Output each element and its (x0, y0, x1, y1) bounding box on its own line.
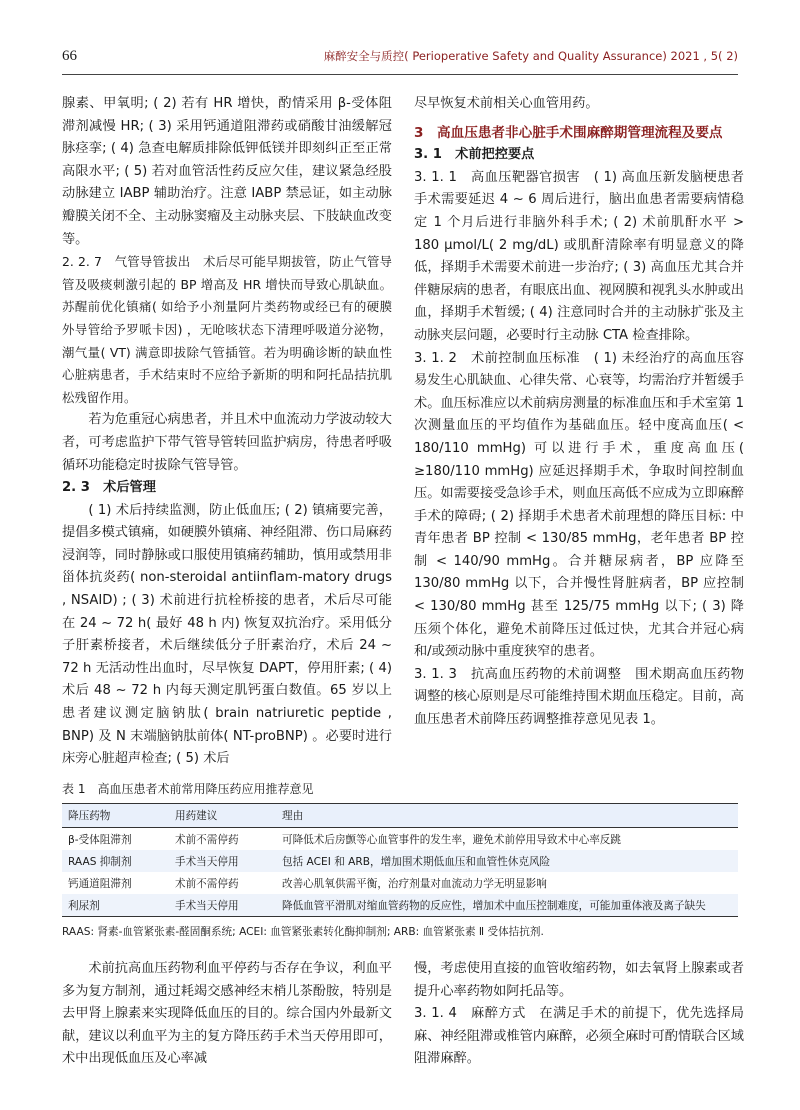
section-heading-3-1: 3. 1 术前把控要点 (414, 147, 535, 163)
left-column-top (62, 93, 392, 771)
section-3-1-3: 3. 1. 3 抗高血压药物的术前调整 围术期高血压药物调整的核心原则是尽可能维持围术期血压稳定。目前，高血压患者术前降压药调整推荐意见见表 1。 (414, 666, 744, 728)
paragraph: 尽早恢复术前相关心血管用药。 (414, 96, 599, 111)
table-cell: 术前不需停药 (175, 877, 239, 890)
table-row (62, 828, 738, 851)
paragraph: 慢，考虑使用直接的血管收缩药物，如去氧肾上腺素或者提升心率药物如阿托品等。 (414, 961, 744, 999)
section-heading-3: 3 高血压患者非心脏手术围麻醉期管理流程及要点 (414, 124, 723, 141)
right-column-bottom (414, 958, 744, 1071)
recommendation-table (62, 803, 738, 917)
journal-title: 麻醉安全与质控( Perioperative Safety and Quality Assurance) 2021 , 5( 2) (323, 49, 738, 63)
page-number: 66 (62, 48, 77, 64)
table-cell: 包括 ACEI 和 ARB，增加围术期低血压和血管性休克风险 (282, 855, 551, 868)
table-cell: 手术当天停用 (169, 894, 276, 917)
section-3-1-4: 3. 1. 4 麻醉方式 在满足手术的前提下，优先选择局麻、神经阻滞或椎管内麻醉，必须全麻时可酌情联合区域阻滞麻醉。 (414, 1006, 744, 1067)
table-cell: β-受体阻滞剂 (68, 833, 132, 846)
table-cell: 改善心肌氧供需平衡，治疗剂量对血流动力学无明显影响 (282, 877, 547, 890)
table-1 (62, 780, 738, 939)
section-3-1-1: 3. 1. 1 高血压靶器官损害 ( 1) 高血压新发脑梗患者手术需要延迟 4 ~ 6 周后进行，脑出血患者需要病情稳定 1 个月后进行非脑外科手术; ( 2) 术前肌酐水平 > 180 μmol/L( 2 mg/dL) 或肌酐清除率有明显意义的降低，择期手术需要术前进一步治疗; ( 3) 高血压尤其合并伴糖尿病的患者，有眼底出血、视网膜和视乳头水肿或出血，择期手术暂缓; ( 4) 注意同时合并的主动脉扩张及主动脉夹层问题，必要时行主动脉 CTA 检查排除。 (414, 169, 744, 343)
paragraph: 术前抗高血压药物利血平停药与否存在争议，利血平多为复方制剂，通过耗竭交感神经末梢儿茶酚胺，特别是去甲肾上腺素来实现降低血压的目的。综合国内外最新文献，建议以利血平为主的复方降压药手术当天停用即可，术中出现低血压及心率减 (62, 961, 392, 1067)
table-row (62, 872, 738, 894)
paragraph: 腺素、甲氧明; ( 2) 若有 HR 增快，酌情采用 β-受体阻滞剂减慢 HR; ( 3) 采用钙通道阻滞药或硝酸甘油缓解冠脉痉挛; ( 4) 急查电解质排除低钾低镁并即刻纠正至正常高限水平; ( 5) 若对血管活性药反应欠佳，建议紧急经股动脉建立 IABP 辅助治疗。注意 IABP 禁忌证，如主动脉瓣膜关闭不全、主动脉窦瘤及主动脉夹层、下肢缺血改变等。 (62, 96, 392, 247)
column-header: 用药建议 (169, 804, 276, 828)
section-2-2-7: 2. 2. 7 气管导管拔出 术后尽可能早期拔管，防止气管导管及吸痰刺激引起的 BP 增高及 HR 增快而导致心肌缺血。苏醒前优化镇痛( 如给予小剂量阿片类药物或经已有的硬膜外导管给予罗哌卡因) ，无呛咳状态下清理呼吸道分泌物，潮气量( VT) 满意即拔除气管插管。若为明确诊断的缺血性心脏病患者，手术结束时不应给予新斯的明和阿托品拮抗肌松残留作用。 (62, 254, 392, 405)
table-row (62, 850, 738, 872)
table-cell: 可降低术后房颤等心血管事件的发生率，避免术前停用导致术中心率反跳 (282, 833, 621, 846)
page-header (62, 42, 738, 68)
table-cell: 钙通道阻滞剂 (68, 877, 132, 890)
paragraph: 若为危重冠心病患者，并且术中血流动力学波动较大者，可考虑监护下带气管导管转回监护病房，待患者呼吸循环功能稳定时拔除气管导管。 (62, 412, 392, 473)
table-cell: 手术当天停用 (175, 855, 239, 868)
table-row (62, 894, 738, 917)
section-heading-2-3: 2. 3 术后管理 (62, 480, 156, 496)
table-cell: 利尿剂 (62, 894, 169, 917)
column-header: 理由 (276, 804, 738, 828)
column-header: 降压药物 (62, 804, 169, 828)
table-footnote: RAAS: 肾素-血管紧张素-醛固酮系统; ACEI: 血管紧张素转化酶抑制剂; ARB: 血管紧张素 Ⅱ 受体拮抗剂. (62, 926, 544, 938)
table-cell: 术前不需停药 (175, 833, 239, 846)
section-3-1-2: 3. 1. 2 术前控制血压标准 ( 1) 未经治疗的高血压容易发生心肌缺血、心律失常、心衰等，均需治疗并暂缓手术。血压标准应以术前病房测量的标准血压和手术室第 1 次测量血压的平均值作为基础血压。轻中度高血压( < 180/110 mmHg) 可以进行手术，重度高血压( ≥180/110 mmHg) 应延迟择期手术，争取时间控制血压。如需要接受急诊手术，则血压高低不应成为立即麻醉手术的障碍; ( 2) 择期手术患者术前理想的降压目标: 中青年患者 BP 控制 < 130/85 mmHg，老年患者 BP 控制 < 140/90 mmHg。合并糖尿病者，BP 应降至 130/80 mmHg 以下，合并慢性肾脏病者，BP 应控制 < 130/80 mmHg 甚至 125/75 mmHg 以下; ( 3) 降压须个体化，避免术前降压过低过快，尤其合并冠心病和/或颈动脉中重度狭窄的患者。 (414, 350, 744, 660)
paragraph: ( 1) 术后持续监测，防止低血压; ( 2) 镇痛要完善，提倡多模式镇痛，如硬膜外镇痛、神经阻滞、伤口局麻药浸润等，同时静脉或口服使用镇痛药辅助，慎用或禁用非甾体抗炎药( non-steroidal antiinflam-matory drugs , NSAID) ; ( 3) 术前进行抗栓桥接的患者，术后尽可能在 24 ~ 72 h( 最好 48 h 内) 恢复双抗治疗。采用低分子肝素桥接者，术后继续低分子肝素治疗，术后 24 ~ 72 h 无活动性出血时，尽早恢复 DAPT，停用肝素; ( 4) 术后 48 ~ 72 h 内每天测定肌钙蛋白数值。65 岁以上患者建议测定脑钠肽( brain natriuretic peptide , BNP) 及 N 末端脑钠肽前体( NT-proBNP) 。必要时进行床旁心脏超声检查; ( 5) 术后 (62, 502, 392, 767)
table-header-row (62, 804, 738, 828)
table-caption: 表 1 高血压患者术前常用降压药应用推荐意见 (62, 782, 314, 796)
table-cell: RAAS 抑制剂 (68, 855, 132, 868)
left-column-bottom (62, 958, 392, 1071)
header-rule (62, 74, 738, 75)
table-cell: 降低血管平滑肌对缩血管药物的反应性，增加术中血压控制难度，可能加重体液及离子缺失 (276, 894, 738, 917)
right-column-top (414, 93, 744, 732)
